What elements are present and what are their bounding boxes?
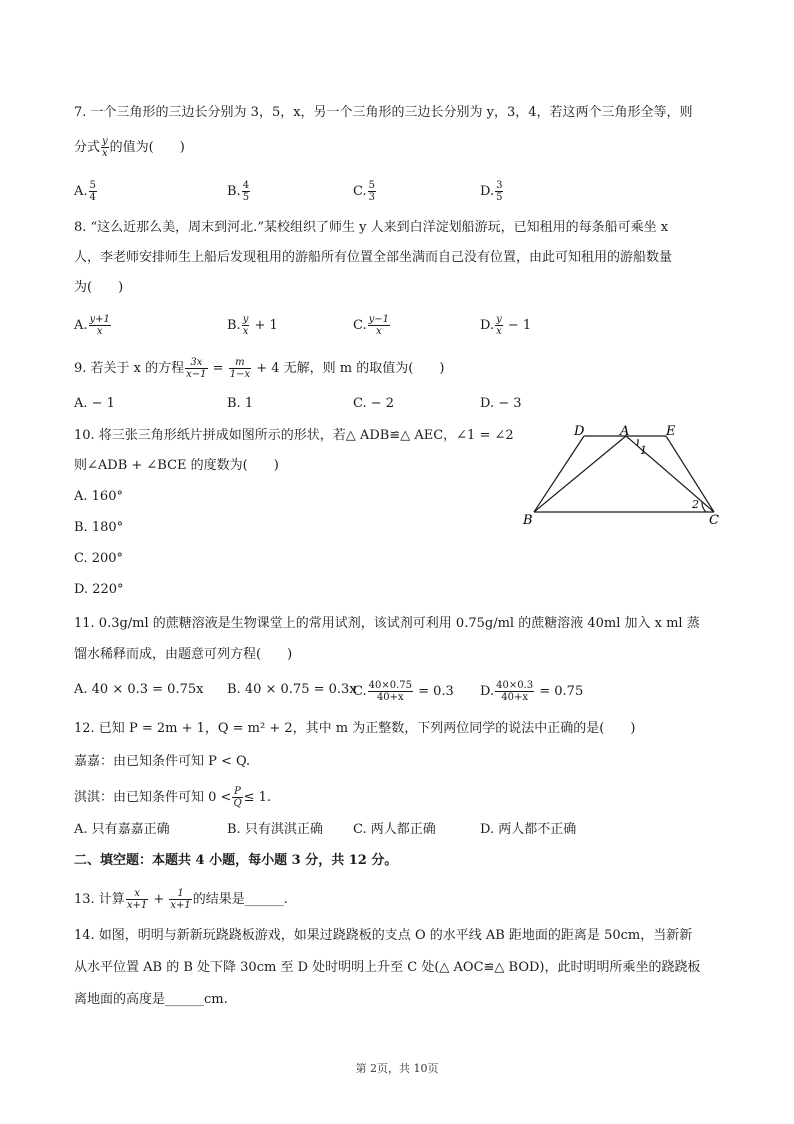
q8-stem-line2: 人，李老师安排师生上船后发现租用的游船所有位置全部坐满而自己没有位置，由此可知租用的游船数量 bbox=[74, 250, 673, 265]
frac-num: 40×0.75 bbox=[368, 680, 412, 691]
q14-stem-line1: 14. 如图，明明与新新玩跷跷板游戏，如果过跷跷板的支点 O 的水平线 AB 距地面的距离是 50cm，当新新 bbox=[74, 928, 693, 943]
frac-num: 5 bbox=[89, 180, 96, 191]
q9-option-d[interactable]: D. − 3 bbox=[480, 396, 522, 411]
line-ec bbox=[666, 436, 714, 512]
q7-option-b-label: B. bbox=[227, 184, 241, 199]
label-angle-2: 2 bbox=[692, 498, 699, 511]
q12-line3-pre: 淇淇：由已知条件可知 0 < bbox=[74, 790, 232, 805]
q12-option-d[interactable]: D. 两人都不正确 bbox=[480, 822, 577, 837]
q11-option-b[interactable]: B. 40 × 0.75 = 0.3x bbox=[227, 682, 357, 697]
line-ab bbox=[534, 436, 626, 512]
q7-option-d-label: D. bbox=[480, 184, 495, 199]
q11-stem-line1: 11. 0.3g/ml 的蔗糖溶液是生物课堂上的常用试剂，该试剂可利用 0.75g/ml 的蔗糖溶液 40ml 加入 x ml 蒸 bbox=[74, 616, 700, 631]
q9-option-b[interactable]: B. 1 bbox=[227, 396, 254, 411]
frac-den: 40+x bbox=[501, 692, 528, 703]
q7-frac-den: x bbox=[102, 148, 108, 159]
frac-num: x bbox=[126, 888, 148, 900]
q12-stem-line3 bbox=[74, 786, 271, 809]
q8-option-d-label: D. bbox=[480, 318, 495, 333]
frac-num: m bbox=[229, 357, 251, 369]
angle-1-arc bbox=[637, 439, 638, 446]
q7-option-d-frac bbox=[495, 180, 503, 203]
q8-option-b[interactable] bbox=[227, 314, 278, 337]
frac-num: y−1 bbox=[368, 314, 390, 325]
q7-line2-pre: 分式 bbox=[74, 140, 101, 155]
q8-option-c-frac bbox=[368, 314, 390, 337]
q12-fraction bbox=[232, 786, 242, 809]
q13-frac-1 bbox=[126, 888, 148, 911]
frac-num: y+1 bbox=[89, 314, 110, 325]
q11-option-d-tail: = 0.75 bbox=[535, 684, 584, 699]
q9-frac-1 bbox=[185, 357, 207, 380]
q12-option-b[interactable]: B. 只有淇淇正确 bbox=[227, 822, 323, 837]
label-a: A bbox=[620, 424, 630, 439]
q8-option-a[interactable] bbox=[74, 314, 112, 337]
label-angle-1: 1 bbox=[640, 444, 647, 457]
q11-option-c-frac bbox=[368, 680, 413, 703]
q10-figure bbox=[520, 424, 730, 528]
q12-option-c[interactable]: C. 两人都正确 bbox=[353, 822, 436, 837]
frac-den: x bbox=[376, 326, 382, 337]
q9-eq: = bbox=[208, 361, 228, 376]
q7-option-a-frac bbox=[89, 180, 97, 203]
label-e: E bbox=[666, 424, 676, 439]
q7-stem-line2 bbox=[74, 136, 185, 159]
frac-num: y bbox=[496, 314, 502, 325]
q7-option-a[interactable] bbox=[74, 180, 98, 203]
q7-option-b[interactable] bbox=[227, 180, 251, 203]
frac-den: 4 bbox=[89, 192, 96, 203]
frac-num: 1 bbox=[169, 888, 191, 900]
q9-stem bbox=[74, 357, 444, 380]
q11-option-c-label: C. bbox=[353, 684, 367, 699]
frac-den: x bbox=[96, 326, 103, 337]
q7-option-d[interactable] bbox=[480, 180, 504, 203]
q8-option-d-frac bbox=[495, 314, 503, 337]
q14-stem-line2: 从水平位置 AB 的 B 处下降 30cm 至 D 处时明明上升至 C 处(△ AOC≌△ BOD)，此时明明所乘坐的跷跷板 bbox=[74, 960, 701, 975]
q10-option-b[interactable]: B. 180° bbox=[74, 520, 124, 535]
frac-num: P bbox=[234, 786, 241, 797]
label-b: B bbox=[523, 513, 533, 528]
frac-den: x−1 bbox=[186, 369, 207, 380]
q11-option-a[interactable]: A. 40 × 0.3 = 0.75x bbox=[74, 682, 204, 697]
q11-option-d-label: D. bbox=[480, 684, 495, 699]
q8-option-a-label: A. bbox=[74, 318, 88, 333]
q8-option-b-label: B. bbox=[227, 318, 241, 333]
frac-den: 5 bbox=[242, 192, 250, 203]
q12-stem-line2: 嘉嘉：由已知条件可知 P < Q. bbox=[74, 754, 251, 769]
q9-pre: 9. 若关于 x 的方程 bbox=[74, 361, 185, 376]
q8-option-a-frac bbox=[89, 314, 111, 337]
frac-num: 3x bbox=[185, 357, 207, 369]
q11-option-d-frac bbox=[495, 680, 534, 703]
frac-num: 5 bbox=[368, 180, 375, 191]
frac-den: x+1 bbox=[126, 900, 148, 911]
q8-option-c[interactable] bbox=[353, 314, 391, 337]
frac-den: 40+x bbox=[376, 692, 404, 703]
q9-option-a[interactable]: A. − 1 bbox=[74, 396, 115, 411]
q8-option-b-frac bbox=[242, 314, 250, 337]
frac-num: 40×0.3 bbox=[496, 680, 534, 691]
q10-option-c[interactable]: C. 200° bbox=[74, 551, 124, 566]
q7-line2-post: 的值为( ) bbox=[109, 140, 185, 155]
q10-stem-line2: 则∠ADB + ∠BCE 的度数为( ) bbox=[74, 458, 279, 473]
q13-stem bbox=[74, 888, 288, 911]
frac-den: 5 bbox=[496, 192, 503, 203]
q11-option-d[interactable] bbox=[480, 680, 583, 703]
q13-frac-2 bbox=[169, 888, 191, 911]
q13-pre: 13. 计算 bbox=[74, 892, 125, 907]
q7-stem-line1: 7. 一个三角形的三边长分别为 3，5，x，另一个三角形的三边长分别为 y，3，4，若这两个三角形全等，则 bbox=[74, 105, 693, 120]
q9-post: + 4 无解，则 m 的取值为( ) bbox=[252, 361, 445, 376]
q12-line3-post: ≤ 1. bbox=[243, 790, 272, 805]
q12-option-a[interactable]: A. 只有嘉嘉正确 bbox=[74, 822, 170, 837]
line-db bbox=[534, 436, 584, 512]
q7-option-c[interactable] bbox=[353, 180, 377, 203]
q11-option-c-tail: = 0.3 bbox=[414, 684, 454, 699]
frac-den: x+1 bbox=[170, 900, 191, 911]
q13-plus: + bbox=[149, 892, 169, 907]
frac-num: 4 bbox=[242, 180, 250, 191]
q9-frac-2 bbox=[229, 357, 251, 380]
frac-den: 3 bbox=[368, 192, 375, 203]
label-d: D bbox=[574, 424, 585, 439]
frac-num: y bbox=[242, 314, 249, 325]
frac-den: 1−x bbox=[229, 369, 251, 380]
frac-den: Q bbox=[233, 798, 242, 809]
q8-stem-line3: 为( ) bbox=[74, 280, 124, 295]
q8-option-d[interactable] bbox=[480, 314, 531, 337]
q7-option-a-label: A. bbox=[74, 184, 88, 199]
q7-fraction bbox=[101, 136, 109, 159]
q7-option-c-label: C. bbox=[353, 184, 367, 199]
label-c: C bbox=[709, 513, 719, 528]
q11-option-c[interactable] bbox=[353, 680, 454, 703]
q12-stem-line1: 12. 已知 P = 2m + 1，Q = m² + 2，其中 m 为正整数，下列两位同学的说法中正确的是( ) bbox=[74, 721, 636, 736]
q10-stem-line1: 10. 将三张三角形纸片拼成如图所示的形状，若△ ADB≌△ AEC，∠1 = ∠2 bbox=[74, 428, 514, 443]
q14-stem-line3: 离地面的高度是______cm. bbox=[74, 992, 228, 1007]
q8-option-c-label: C. bbox=[353, 318, 367, 333]
q7-frac-num: y bbox=[102, 136, 108, 147]
q9-option-c[interactable]: C. − 2 bbox=[353, 396, 395, 411]
q8-option-d-tail: − 1 bbox=[503, 318, 532, 333]
frac-den: x bbox=[496, 326, 502, 337]
frac-num: 3 bbox=[496, 180, 503, 191]
q8-option-b-tail: + 1 bbox=[250, 318, 278, 333]
q7-option-c-frac bbox=[368, 180, 376, 203]
section-heading: 二、填空题：本题共 4 小题，每小题 3 分，共 12 分。 bbox=[74, 853, 398, 868]
frac-den: x bbox=[242, 326, 249, 337]
q11-stem-line2: 馏水稀释而成，由题意可列方程( ) bbox=[74, 647, 293, 662]
q10-option-d[interactable]: D. 220° bbox=[74, 582, 124, 597]
q8-stem-line1: 8. “这么近那么美，周末到河北.”某校组织了师生 y 人来到白洋淀划船游玩，已知租用的每条船可乘坐 x bbox=[74, 220, 669, 235]
page-footer: 第 2页，共 10页 bbox=[355, 1062, 439, 1075]
q10-option-a[interactable]: A. 160° bbox=[74, 489, 123, 504]
q7-option-b-frac bbox=[242, 180, 250, 203]
q13-post: 的结果是______. bbox=[192, 892, 288, 907]
